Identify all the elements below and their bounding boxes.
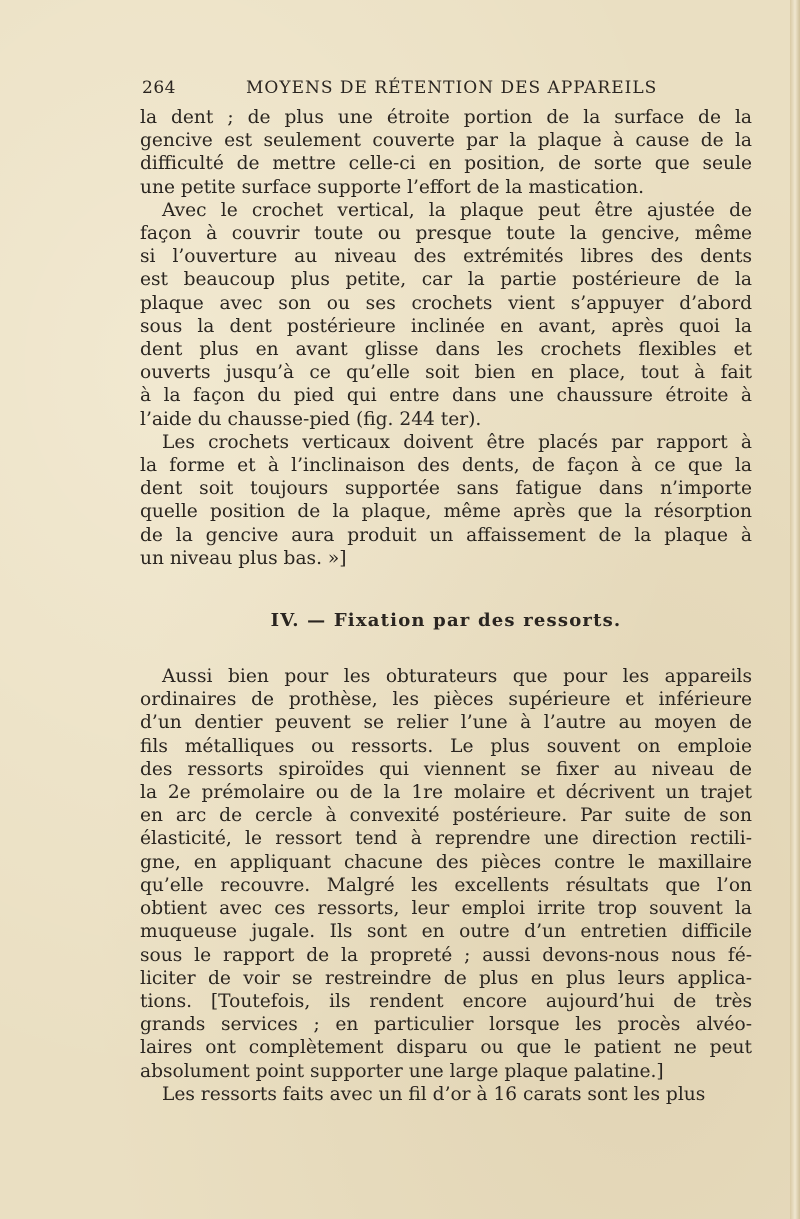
text-line: absolument point supporter une large plaque palatine.]	[140, 1060, 664, 1082]
text-line: quelle position de la plaque, même après que la résorption	[140, 501, 752, 523]
text-line: en arc de cercle à convexité postérieure. Par suite de son	[140, 805, 752, 827]
text-line: la forme et à l’inclinaison des dents, de façon à ce que la	[140, 455, 752, 477]
text-line: l’aide du chausse-pied (fig. 244 ter).	[140, 408, 482, 430]
text-line: Les crochets verticaux doivent être placés par rapport à	[162, 431, 752, 453]
text-line: sous le rapport de la propreté ; aussi devons-nous nous fé-	[140, 944, 752, 966]
text-block	[140, 72, 752, 1106]
paragraph	[140, 431, 752, 570]
text-line: obtient avec ces ressorts, leur emploi irrite trop souvent la	[140, 898, 752, 920]
paragraph	[140, 1083, 752, 1106]
section-title: IV. — Fixation par des ressorts.	[270, 610, 622, 632]
text-line: un niveau plus bas. »]	[140, 547, 347, 569]
text-line: de la gencive aura produit un affaissement de la plaque à	[140, 524, 752, 546]
paragraph	[140, 199, 752, 431]
text-line: plaque avec son ou ses crochets vient s’appuyer d’abord	[140, 292, 752, 314]
text-line: tions. [Toutefois, ils rendent encore aujourd’hui de très	[140, 990, 752, 1012]
text-line: sous la dent postérieure inclinée en avant, après quoi la	[140, 315, 752, 337]
paragraphs-top	[140, 106, 752, 570]
text-line: une petite surface supporte l’effort de la mastication.	[140, 176, 645, 198]
text-line: si l’ouverture au niveau des extrémités libres des dents	[140, 246, 752, 268]
text-line: Les ressorts faits avec un fil d’or à 16 carats sont les plus	[162, 1083, 706, 1105]
page-edge	[790, 0, 800, 1219]
text-line: est beaucoup plus petite, car la partie postérieure de la	[140, 269, 752, 291]
text-line: laires ont complètement disparu ou que le patient ne peut	[140, 1037, 752, 1059]
text-line: qu’elle recouvre. Malgré les excellents résultats que l’on	[140, 874, 752, 896]
text-line: à la façon du pied qui entre dans une chaussure étroite à	[140, 385, 752, 407]
paragraph	[140, 665, 752, 1083]
paragraph	[140, 106, 752, 199]
text-line: d’un dentier peuvent se relier l’une à l’autre au moyen de	[140, 712, 752, 734]
text-line: ouverts jusqu’à ce qu’elle soit bien en place, tout à fait	[140, 362, 752, 384]
text-line: gencive est seulement couverte par la plaque à cause de la	[140, 130, 752, 152]
text-line: Aussi bien pour les obturateurs que pour les appareils	[162, 666, 752, 688]
text-line: la 2e prémolaire ou de la 1re molaire et décrivent un trajet	[140, 782, 752, 804]
text-line: façon à couvrir toute ou presque toute la gencive, même	[140, 223, 752, 245]
text-line: muqueuse jugale. Ils sont en outre d’un entretien difficile	[140, 921, 752, 943]
text-line: fils métalliques ou ressorts. Le plus souvent on emploie	[140, 735, 752, 757]
paragraphs-bottom	[140, 665, 752, 1106]
text-line: grands services ; en particulier lorsque les procès alvéo-	[140, 1014, 752, 1036]
text-line: gne, en appliquant chacune des pièces contre le maxillaire	[140, 851, 752, 873]
text-line: difficulté de mettre celle-ci en position, de sorte que seule	[140, 153, 752, 175]
text-line: élasticité, le ressort tend à reprendre une direction rectili-	[140, 828, 752, 850]
text-line: ordinaires de prothèse, les pièces supérieure et inférieure	[140, 689, 752, 711]
running-title: MOYENS DE RÉTENTION DES APPAREILS	[246, 78, 658, 98]
text-line: des ressorts spiroïdes qui viennent se fixer au niveau de	[140, 758, 752, 780]
text-line: dent plus en avant glisse dans les crochets flexibles et	[140, 339, 752, 361]
text-line: Avec le crochet vertical, la plaque peut être ajustée de	[162, 199, 752, 221]
text-line: dent soit toujours supportée sans fatigue dans n’importe	[140, 478, 752, 500]
text-line: la dent ; de plus une étroite portion de la surface de la	[140, 107, 752, 128]
text-line: liciter de voir se restreindre de plus en plus leurs applica-	[140, 967, 752, 989]
page-number: 264	[142, 78, 176, 98]
running-head	[140, 72, 752, 106]
